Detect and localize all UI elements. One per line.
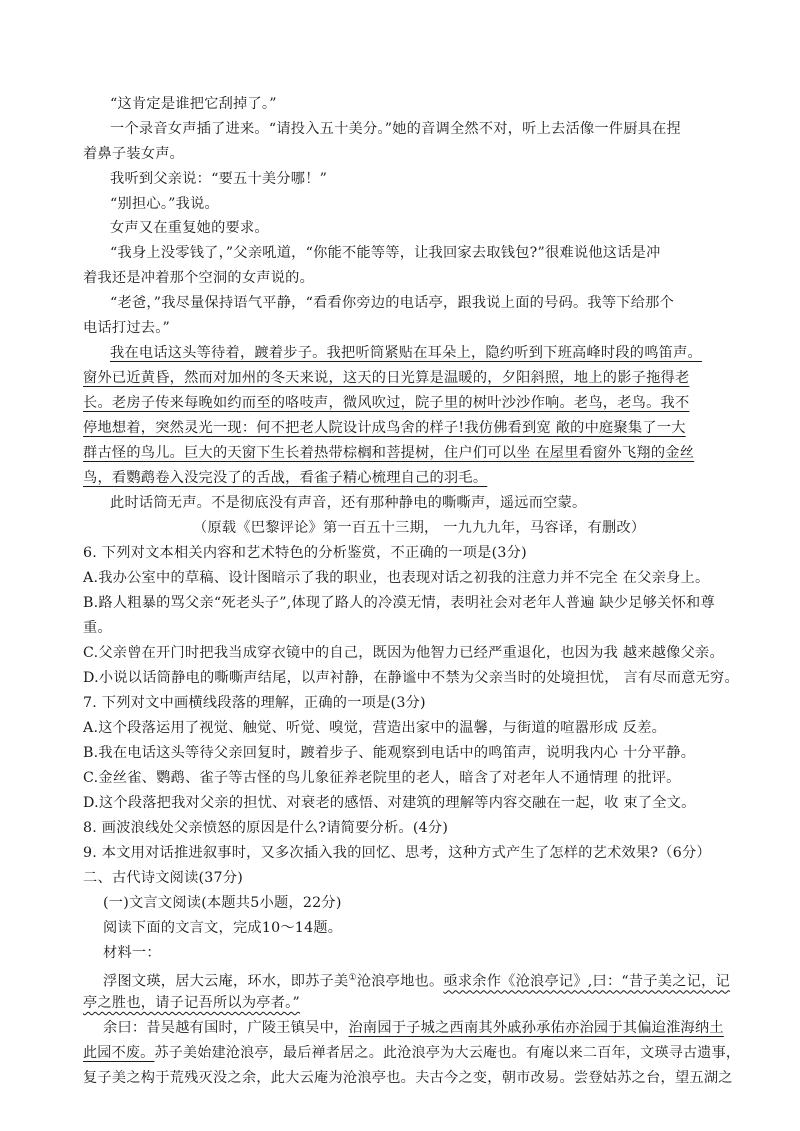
- passage-text: 浮图文瑛，居大云庵，环水，即苏子美: [103, 973, 349, 990]
- question-6-option-a: A.我办公室中的草稿、设计图暗示了我的职业，也表现对话之初我的注意力并不完全 在父亲身上。: [83, 570, 710, 586]
- story-line: 着鼻子装女声。: [83, 146, 185, 162]
- story-line: “我身上没零钱了，”父亲吼道，“你能不能等等，让我回家去取钱包?”很难说他这话是冲: [110, 245, 661, 261]
- underlined-line: 长。老房子传来每晚如约而至的咯吱声，微风吹过，院子里的树叶沙沙作响。老鸟，老鸟。我不: [83, 395, 690, 411]
- question-7-option-d: D.这个段落把我对父亲的担忧、对衰老的感悟、对建筑的理解等内容交融在一起，收 束了全文。: [83, 795, 696, 811]
- passage-line: [103, 1018, 724, 1038]
- underlined-line: 窗外已近黄昏，然而对加州的冬天来说，这天的日光算是温暖的，夕阳斜照，地上的影子拖得老: [83, 370, 690, 386]
- question-7-option-b: B.我在电话这头等待父亲回复时，踱着步子、能观察到电话中的鸣笛声，说明我内心 十分平静。: [83, 745, 696, 761]
- question-7-option-c: C.金丝雀、鹦鹉、雀子等古怪的鸟儿象征养老院里的老人，暗含了对老年人不通情理 的批评。: [83, 770, 681, 786]
- story-line: “别担心。”我说。: [110, 196, 219, 212]
- underlined-text: 治南园于子城之西南其外戚孙承佑亦治园于其偏迨淮海纳土: [348, 1020, 724, 1036]
- material-label: 材料一：: [103, 945, 161, 961]
- question-6-option-b: B.路人粗暴的骂父亲“死老头子”,体现了路人的冷漠无情，表明社会对老年人普遍 缺少足够关怀和尊: [83, 595, 715, 611]
- underlined-line: 停地想着，突然灵光一现：何不把老人院设计成鸟舍的样子!我仿佛看到宽 敞的中庭聚集了一大: [83, 420, 686, 436]
- passage-line: 复子美之构于荒残灭没之余，此大云庵为沧浪亭也。夫古今之变，朝市改易。尝登姑苏之台，望五湖之: [83, 1070, 733, 1086]
- story-source: （原载《巴黎评论》第一百五十三期， 一九九九年，马容译，有删改）: [193, 520, 646, 536]
- question-6-option-d: D.小说以话筒静电的嘶嘶声结尾，以声衬静，在静谧中不禁为父亲当时的处境担忧， 言有尽而意无穷。: [83, 670, 739, 686]
- underlined-line: 鸟，看鹦鹉卷入没完没了的舌战，看雀子精心梳理自己的羽毛。: [83, 470, 488, 486]
- question-7-stem: 7. 下列对文中画横线段落的理解，正确的一项是(3分): [83, 695, 426, 711]
- wavy-underlined-text: 亭之胜也，请子记吾所以为亭者。”: [83, 995, 300, 1011]
- subsection-heading: (一)文言文阅读(本题共5小题，22分): [103, 895, 342, 911]
- underlined-text: 此园不废。: [83, 1045, 155, 1061]
- question-6-option-b-cont: 重。: [83, 620, 112, 636]
- wavy-underlined-text: 亟求余作《沧浪亭记》,曰：“昔子美之记，记: [443, 973, 730, 990]
- story-line: 女声又在重复她的要求。: [110, 220, 269, 236]
- underlined-line: 我在电话这头等待着，踱着步子。我把听筒紧贴在耳朵上，隐约听到下班高峰时段的鸣笛声。: [110, 345, 702, 361]
- passage-line: [83, 1043, 740, 1063]
- story-line: “老爸，”我尽量保持语气平静，“看看你旁边的电话亭，跟我说上面的号码。我等下给那个: [110, 295, 675, 311]
- passage-text: 沧浪亭地也。: [356, 973, 444, 990]
- footnote-marker: ①: [348, 973, 357, 983]
- instruction: 阅读下面的文言文，完成10～14题。: [103, 920, 343, 936]
- passage-line: [103, 968, 730, 992]
- section-heading: 二、古代诗文阅读(37分): [83, 870, 244, 886]
- passage-text: 余曰：昔吴越有国时，广陵王镇吴中，: [103, 1020, 349, 1036]
- passage-line: [83, 993, 300, 1013]
- question-6-option-c: C.父亲曾在开门时把我当成穿衣镜中的自己，既因为他智力已经严重退化，也因为我 越来越像父亲。: [83, 645, 724, 661]
- story-line: 着我还是冲着那个空洞的女声说的。: [83, 270, 315, 286]
- story-line: 我听到父亲说：“要五十美分哪！”: [110, 171, 328, 187]
- story-line: “这肯定是谁把它刮掉了。”: [110, 96, 277, 112]
- question-9: 9. 本文用对话推进叙事时，又多次插入我的回忆、思考，这种方式产生了怎样的艺术效果?（6分）: [83, 845, 711, 861]
- question-7-option-a: A.这个段落运用了视觉、触觉、听觉、嗅觉，营造出家中的温馨，与街道的喧嚣形成 反差。: [83, 720, 667, 736]
- story-line: 一个录音女声插了进来。“请投入五十美分。”她的音调全然不对，听上去活像一件厨具在捏: [110, 121, 681, 137]
- story-ending: 此时话筒无声。不是彻底没有声音，还有那种静电的嘶嘶声，遥远而空蒙。: [110, 495, 587, 511]
- story-line: 电话打过去。”: [83, 320, 171, 336]
- passage-text: 苏子美始建沧浪亭，最后禅者居之。此沧浪亭为大云庵也。有庵以来二百年，文瑛寻古遗事，: [154, 1045, 741, 1061]
- question-8: 8. 画波浪线处父亲愤怒的原因是什么?请简要分析。(4分): [83, 820, 449, 836]
- question-6-stem: 6. 下列对文本相关内容和艺术特色的分析鉴赏，不正确的一项是(3分): [83, 545, 527, 561]
- underlined-line: 群古怪的鸟儿。巨大的天窗下生长着热带棕榈和菩提树，住户们可以坐 在屋里看窗外飞翔的金丝: [83, 445, 695, 461]
